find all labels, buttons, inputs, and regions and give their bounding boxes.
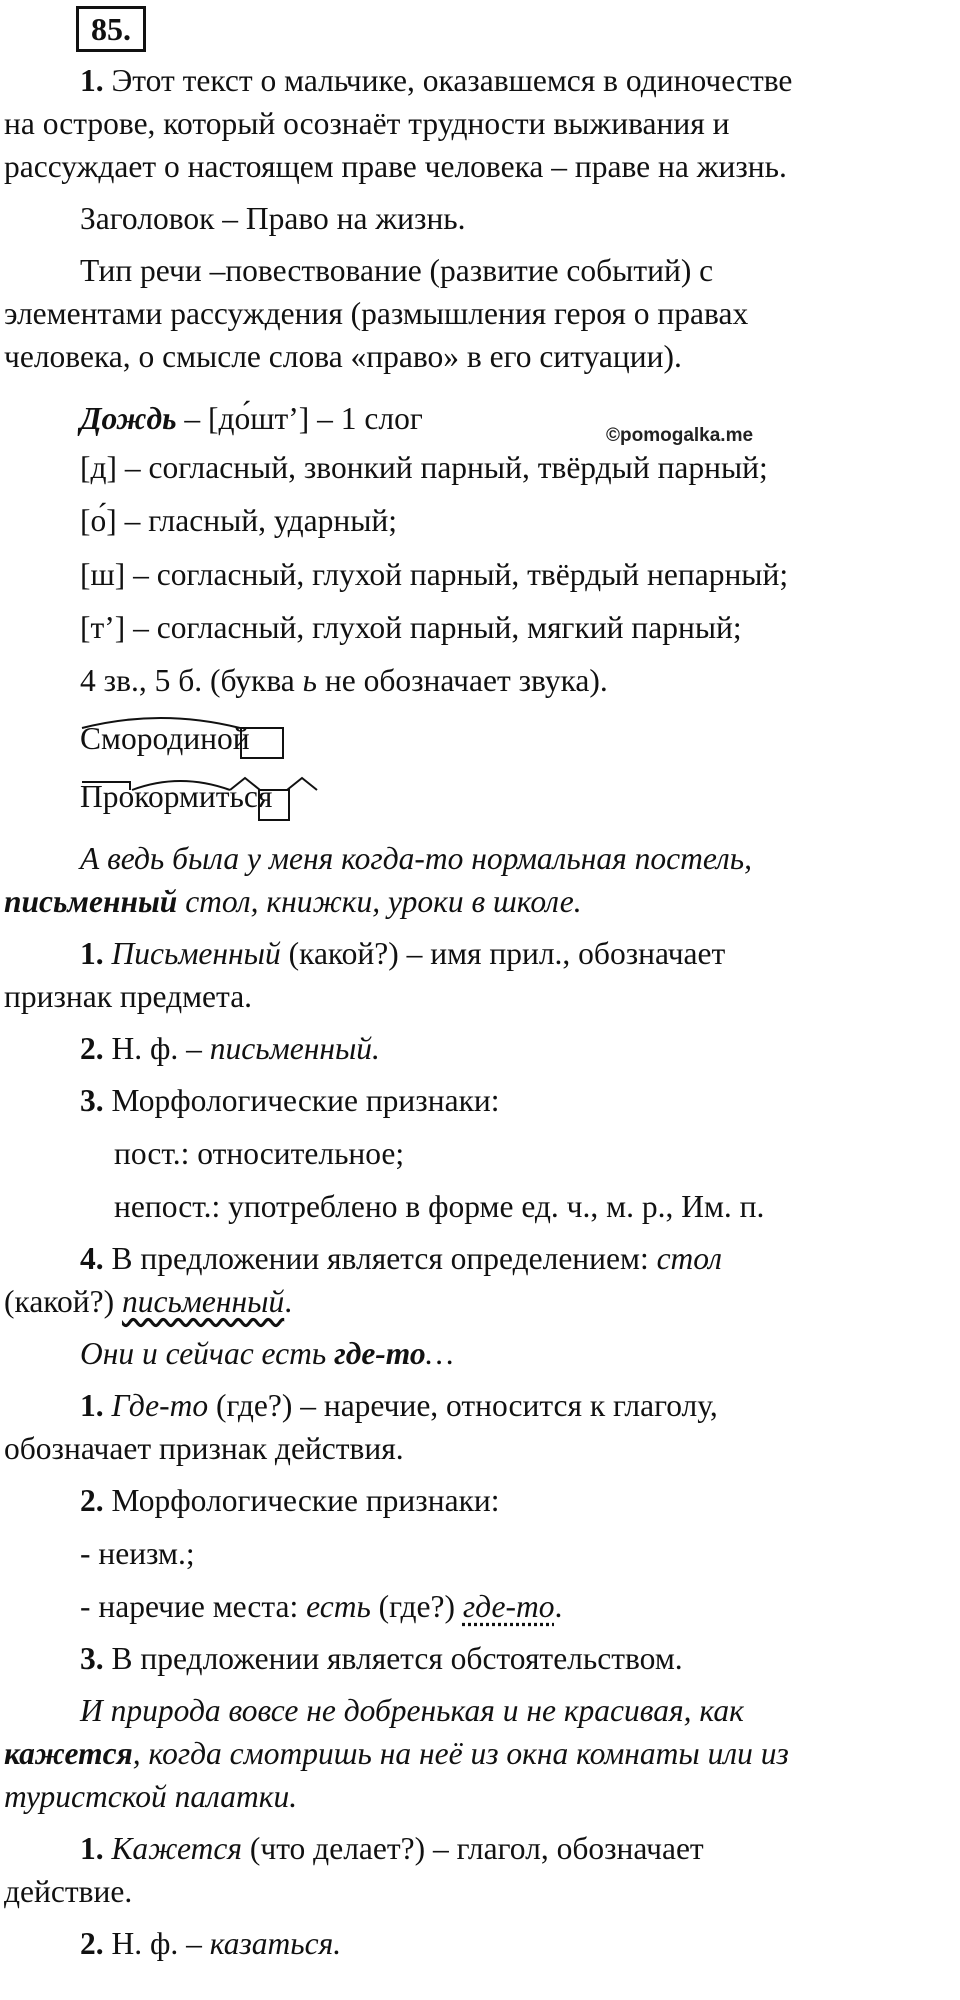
- adv-item1: 1. Где-то (где?) – наречие, относится к глаголу,: [80, 1388, 718, 1423]
- task-number-box: 85.: [76, 6, 146, 52]
- adv-d2: - наречие места: есть (где?) где-то.: [80, 1589, 563, 1624]
- phonetic-d: [д] – согласный, звонкий парный, твёрдый парный;: [80, 450, 768, 485]
- phonetic-count: 4 зв., 5 б. (буква ь не обозначает звука).: [80, 663, 608, 698]
- adj-item1-line2: признак предмета.: [4, 979, 253, 1014]
- speech-line2: элементами рассуждения (размышления героя о правах: [4, 296, 749, 331]
- p1-line2: на острове, который осознаёт трудности выживания и: [4, 106, 730, 141]
- verb-item2: 2. Н. ф. – казаться.: [80, 1926, 342, 1961]
- phonetic-t: [т’] – согласный, глухой парный, мягкий парный;: [80, 610, 742, 645]
- phonetic-header: Дождь – [до́шт’] – 1 слог: [80, 401, 423, 436]
- speech-line1: Тип речи –повествование (развитие событий) с: [80, 253, 714, 288]
- adj-nepost: непост.: употреблено в форме ед. ч., м. р., Им. п.: [114, 1189, 765, 1224]
- p1-line3: рассуждает о настоящем праве человека – праве на жизнь.: [4, 149, 787, 184]
- morphemic-word-2: [80, 776, 320, 824]
- verb-item1-line2: действие.: [4, 1874, 133, 1909]
- p1-line1: 1. Этот текст о мальчике, оказавшемся в одиночестве: [80, 63, 793, 98]
- adv-d1: - неизм.;: [80, 1536, 195, 1571]
- adv-item1-line2: обозначает признак действия.: [4, 1431, 404, 1466]
- phonetic-sh: [ш] – согласный, глухой парный, твёрдый непарный;: [80, 557, 789, 592]
- sent1-line2: письменный стол, книжки, уроки в школе.: [4, 884, 582, 919]
- speech-line3: человека, о смысле слова «право» в его ситуации).: [4, 339, 682, 374]
- sent3-line2: кажется, когда смотришь на неё из окна комнаты или из: [4, 1736, 789, 1771]
- adv-item3: 3. В предложении является обстоятельством.: [80, 1641, 683, 1676]
- morphemic-word2-text: Прокормиться: [80, 779, 273, 814]
- verb-item1: 1. Кажется (что делает?) – глагол, обозначает: [80, 1831, 704, 1866]
- watermark: ©pomogalka.me: [606, 425, 754, 446]
- postfix-mark: [287, 778, 317, 790]
- adv-item2: 2. Морфологические признаки:: [80, 1483, 500, 1518]
- adj-item1: 1. Письменный (какой?) – имя прил., обозначает: [80, 936, 726, 971]
- morphemic-word1-text: Смородиной: [80, 721, 250, 756]
- morphemic-word-1: [80, 718, 290, 762]
- sent1-line1: А ведь была у меня когда-то нормальная постель,: [80, 841, 753, 876]
- adj-item4: 4. В предложении является определением: стол: [80, 1241, 723, 1276]
- sent3-line1: И природа вовсе не добренькая и не красивая, как: [80, 1693, 744, 1728]
- title-line: Заголовок – Право на жизнь.: [80, 201, 466, 236]
- sent2: Они и сейчас есть где-то…: [80, 1336, 454, 1371]
- sent3-line3: туристской палатки.: [4, 1779, 298, 1814]
- adj-item3: 3. Морфологические признаки:: [80, 1083, 500, 1118]
- adj-item2: 2. Н. ф. – письменный.: [80, 1031, 380, 1066]
- adj-post: пост.: относительное;: [114, 1136, 405, 1171]
- phonetic-o: [о́] – гласный, ударный;: [80, 503, 398, 538]
- adj-item4-line2: (какой?) письменный.: [4, 1284, 293, 1319]
